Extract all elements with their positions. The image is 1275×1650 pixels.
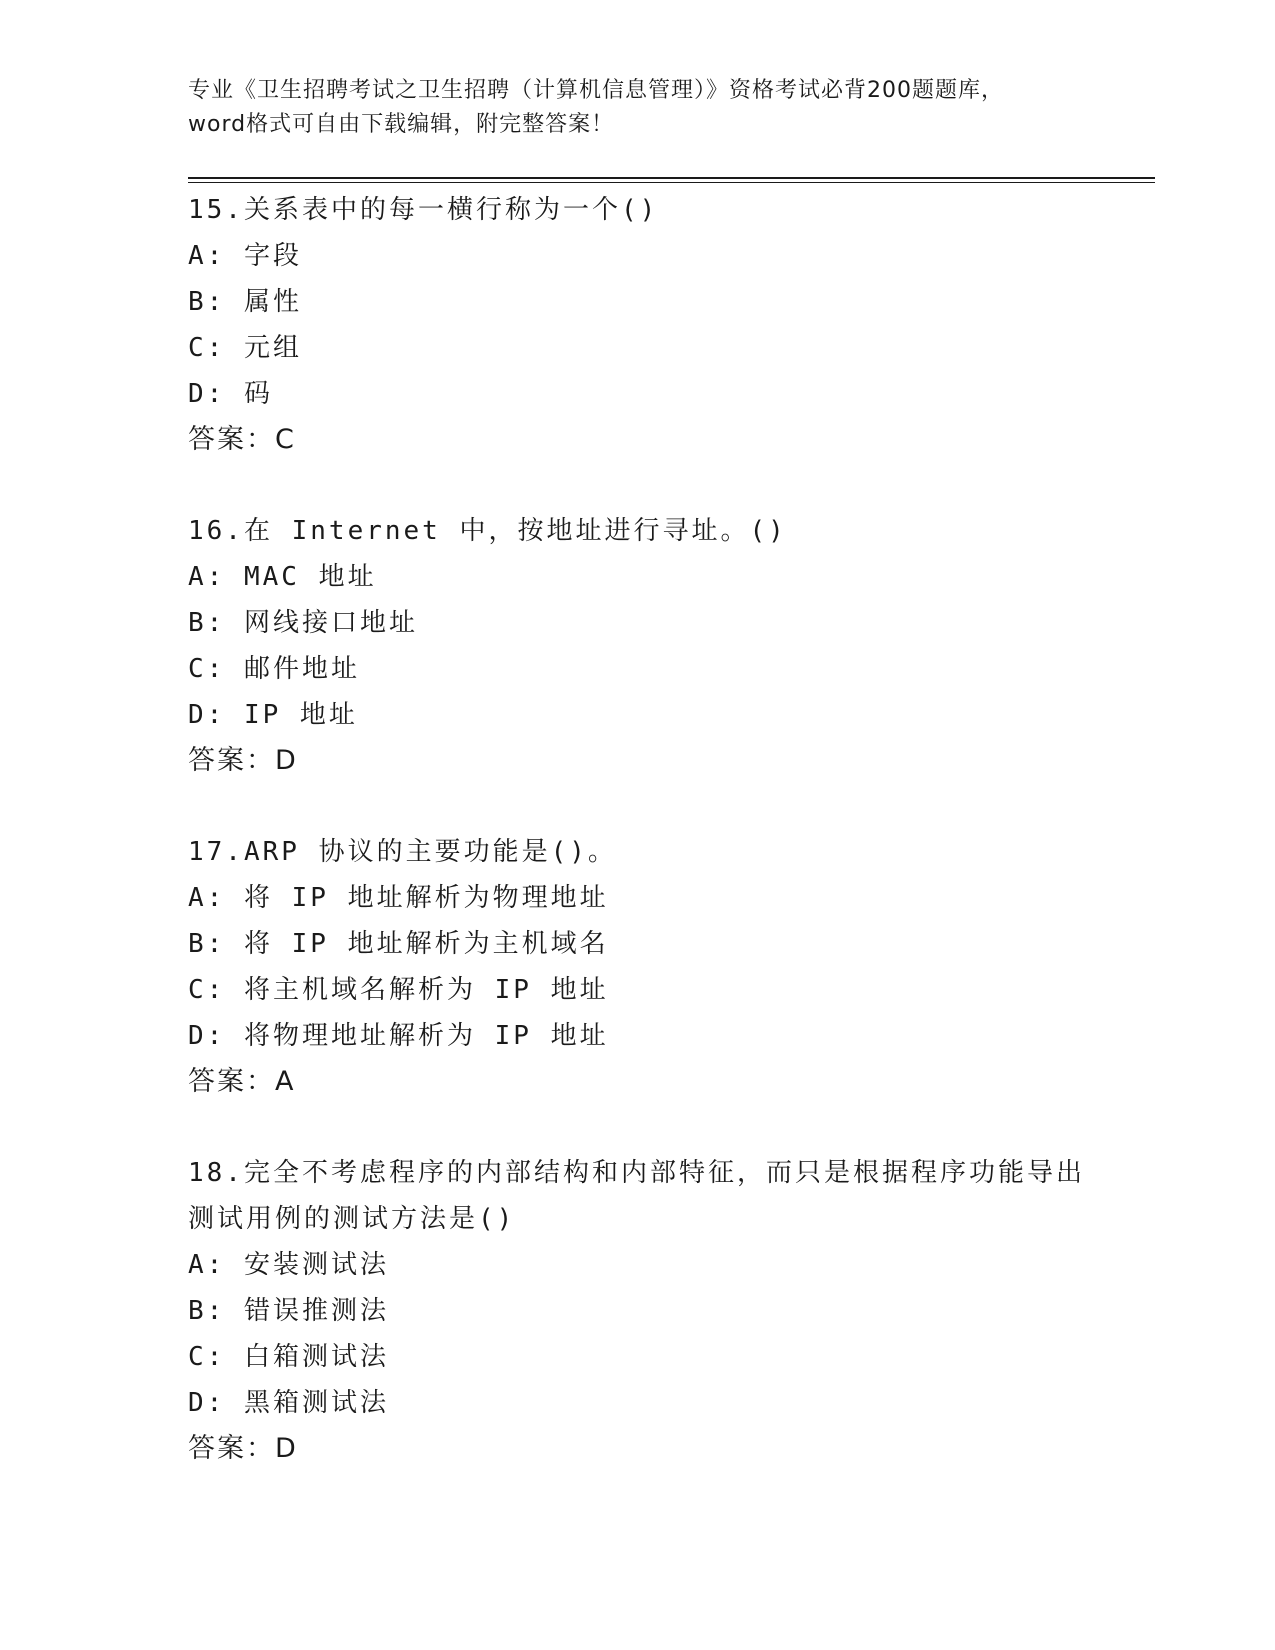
- option-c: C: 白箱测试法: [188, 1342, 389, 1372]
- option-c: C: 元组: [188, 333, 302, 363]
- question-stem: 18.完全不考虑程序的内部结构和内部特征，而只是根据程序功能导出: [188, 1158, 1085, 1188]
- document-header: [188, 74, 1088, 142]
- question-18: [188, 1150, 1148, 1472]
- answer-line: 答案：C: [188, 424, 296, 455]
- option-b: B: 将 IP 地址解析为主机域名: [188, 929, 609, 959]
- answer-line: 答案：D: [188, 745, 298, 776]
- option-d: D: 黑箱测试法: [188, 1388, 389, 1418]
- option-a: A: MAC 地址: [188, 562, 377, 592]
- option-d: D: 将物理地址解析为 IP 地址: [188, 1021, 609, 1051]
- option-c: C: 邮件地址: [188, 654, 360, 684]
- question-16: [188, 508, 1148, 784]
- question-stem-continued: 测试用例的测试方法是(): [188, 1204, 516, 1234]
- question-17: [188, 829, 1148, 1105]
- question-list: [188, 187, 1148, 1517]
- header-divider-thick: [188, 177, 1155, 179]
- option-b: B: 属性: [188, 287, 302, 317]
- option-c: C: 将主机域名解析为 IP 地址: [188, 975, 609, 1005]
- option-b: B: 错误推测法: [188, 1296, 389, 1326]
- question-15: [188, 187, 1148, 463]
- header-line-2: word格式可自由下载编辑，附完整答案！: [188, 112, 615, 137]
- header-line-1: 专业《卫生招聘考试之卫生招聘（计算机信息管理）》资格考试必背200题题库，: [188, 78, 1004, 103]
- question-stem: 16.在 Internet 中，按地址进行寻址。(): [188, 516, 787, 546]
- option-d: D: 码: [188, 379, 273, 409]
- question-stem: 15.关系表中的每一横行称为一个(): [188, 195, 659, 225]
- option-b: B: 网线接口地址: [188, 608, 418, 638]
- option-d: D: IP 地址: [188, 700, 358, 730]
- question-stem: 17.ARP 协议的主要功能是()。: [188, 837, 617, 867]
- option-a: A: 字段: [188, 241, 302, 271]
- answer-line: 答案：A: [188, 1066, 296, 1097]
- option-a: A: 将 IP 地址解析为物理地址: [188, 883, 609, 913]
- option-a: A: 安装测试法: [188, 1250, 389, 1280]
- header-divider-thin: [188, 182, 1155, 183]
- answer-line: 答案：D: [188, 1433, 298, 1464]
